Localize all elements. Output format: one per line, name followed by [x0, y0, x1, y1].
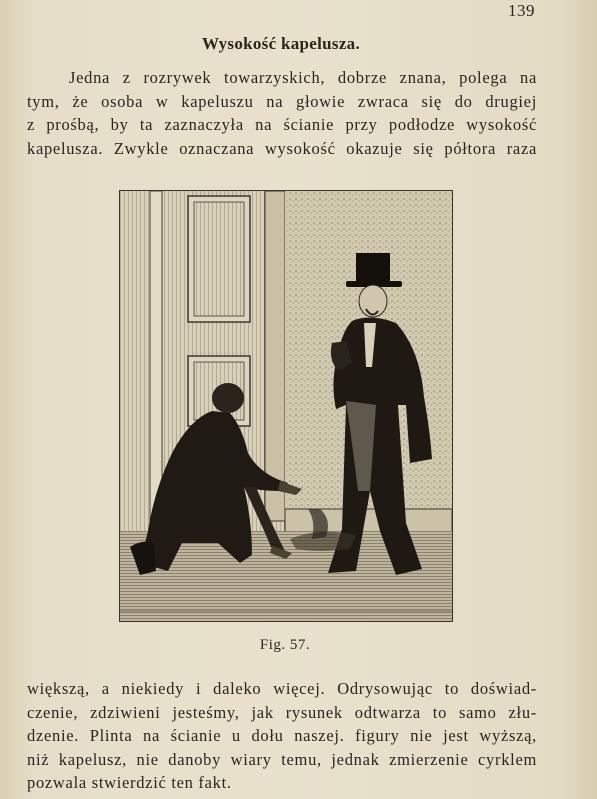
paragraph-2	[27, 677, 537, 795]
paragraph-line: Jedna z rozrywek towarzyskich, dobrze znana, polega na	[69, 68, 537, 87]
paragraph-line: większą, a niekiedy i daleko więcej. Odrysowując to doświad-	[27, 679, 537, 698]
paragraph-line: pozwala stwierdzić ten fakt.	[27, 773, 232, 792]
section-heading: Wysokość kapelusza.	[201, 34, 361, 53]
paragraph-line: tym, że osoba w kapeluszu na głowie zwraca się do drugiej	[27, 91, 537, 111]
paragraph-1	[27, 66, 537, 160]
paragraph-line: czenie, zdziwieni jesteśmy, jak rysunek odtwarza to samo złu-	[27, 702, 537, 722]
engraving-illustration	[119, 190, 453, 622]
paragraph-line: dzenie. Plinta na ścianie u dołu naszej. figury nie jest wyższą,	[27, 726, 537, 745]
paragraph-line: z prośbą, by ta zaznaczyła na ścianie przy podłodze wysokość	[27, 115, 537, 134]
figure-caption: Fig. 57.	[259, 637, 311, 653]
paragraph-line: kapelusza. Zwykle oznaczana wysokość okazuje się półtora raza	[27, 138, 537, 158]
page-number: 139	[508, 1, 535, 20]
paragraph-line: niż kapelusz, nie danoby wiary temu, jednak zmierzenie cyrklem	[27, 749, 537, 769]
